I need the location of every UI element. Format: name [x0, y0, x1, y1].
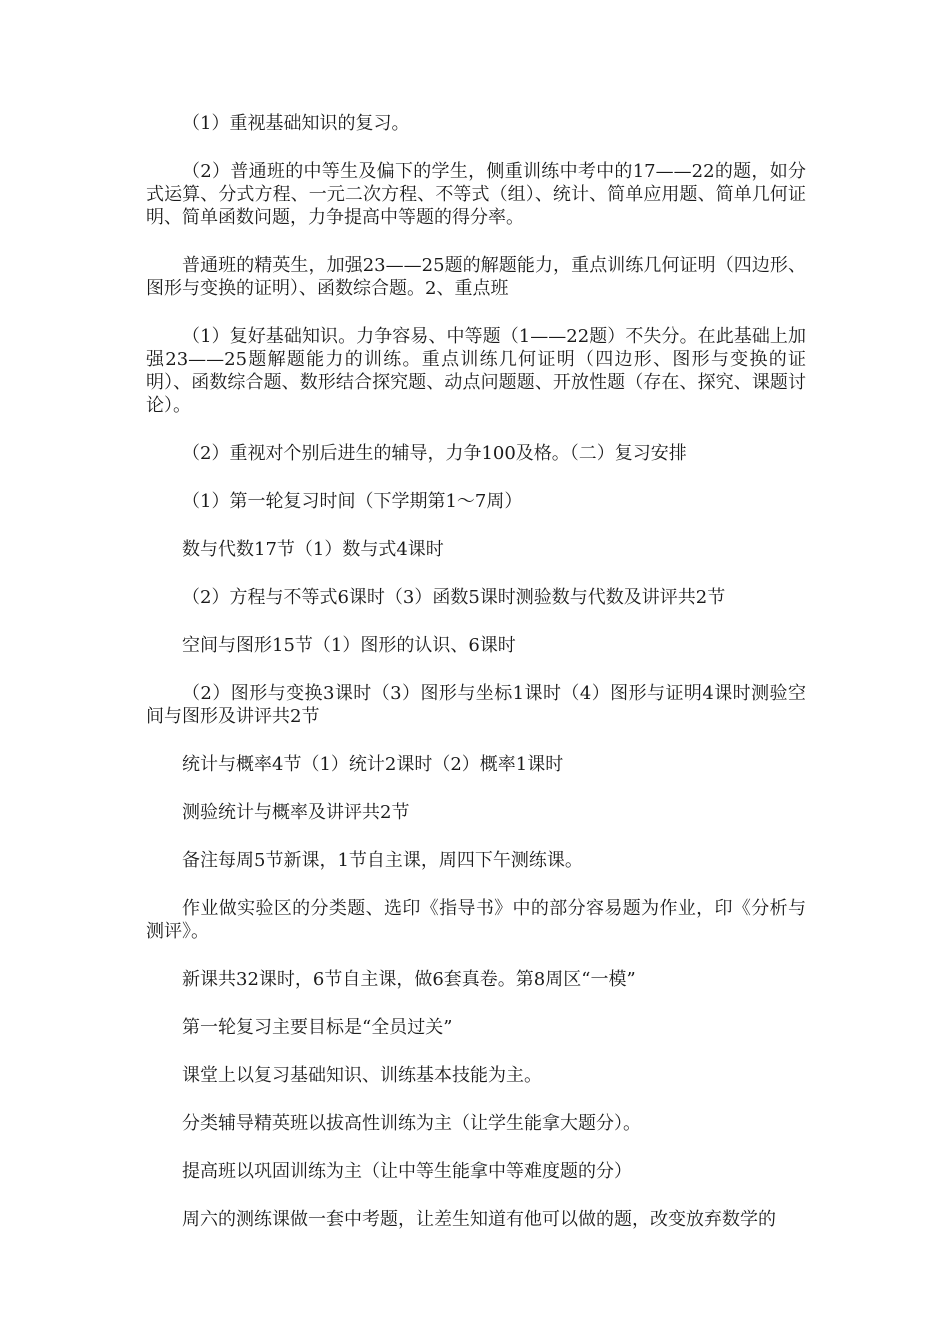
paragraph: 作业做实验区的分类题、选印《指导书》中的部分容易题为作业，印《分析与测评》。 — [146, 898, 806, 942]
paragraph: （1）复好基础知识。力争容易、中等题（1——22题）不失分。在此基础上加强23——25题解题能力的训练。重点训练几何证明（四边形、图形与变换的证明）、函数综合题、数形结合探究题、动点问题题、开放性题（存在、探究、课题讨论）。 — [146, 326, 806, 416]
paragraph: 空间与图形15节（1）图形的认识、6课时 — [182, 635, 516, 656]
paragraph: （2）普通班的中等生及偏下的学生，侧重训练中考中的17——22的题，如分式运算、分式方程、一元二次方程、不等式（组）、统计、简单应用题、简单几何证明、简单函数问题，力争提高中等题的得分率。 — [146, 161, 806, 228]
paragraph: 新课共32课时，6节自主课，做6套真卷。第8周区“一模” — [182, 969, 636, 990]
paragraph: 第一轮复习主要目标是“全员过关” — [182, 1017, 453, 1038]
paragraph: 备注每周5节新课，1节自主课，周四下午测练课。 — [182, 850, 583, 871]
paragraph: （2）图形与变换3课时（3）图形与坐标1课时（4）图形与证明4课时测验空间与图形及讲评共2节 — [146, 683, 806, 727]
paragraph: 周六的测练课做一套中考题，让差生知道有他可以做的题，改变放弃数学的 — [182, 1209, 776, 1230]
paragraph: 分类辅导精英班以拔高性训练为主（让学生能拿大题分）。 — [182, 1113, 641, 1134]
paragraph: （2）重视对个别后进生的辅导，力争100及格。（二）复习安排 — [182, 443, 687, 464]
paragraph: 测验统计与概率及讲评共2节 — [182, 802, 410, 823]
document-body — [146, 112, 806, 1256]
paragraph: （1）重视基础知识的复习。 — [182, 113, 410, 134]
paragraph: 课堂上以复习基础知识、训练基本技能为主。 — [182, 1065, 542, 1086]
paragraph: 数与代数17节（1）数与式4课时 — [182, 539, 444, 560]
paragraph: （2）方程与不等式6课时（3）函数5课时测验数与代数及讲评共2节 — [182, 587, 726, 608]
paragraph: 提高班以巩固训练为主（让中等生能拿中等难度题的分） — [182, 1161, 632, 1182]
paragraph: 统计与概率4节（1）统计2课时（2）概率1课时 — [182, 754, 564, 775]
paragraph: （1）第一轮复习时间（下学期第1～7周） — [182, 491, 523, 512]
paragraph: 普通班的精英生，加强23——25题的解题能力，重点训练几何证明（四边形、图形与变换的证明）、函数综合题。2、重点班 — [146, 255, 806, 299]
